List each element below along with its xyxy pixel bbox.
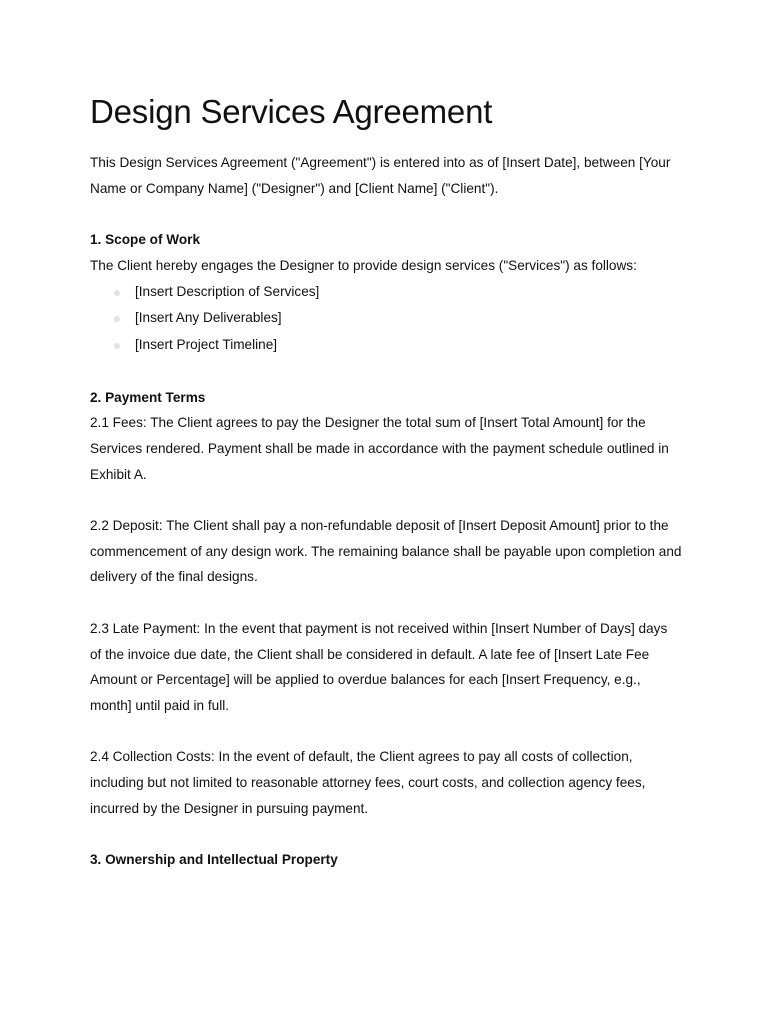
paragraph-gap (90, 359, 682, 385)
scope-lead-paragraph: The Client hereby engages the Designer to provide design services ("Services") as follows: (90, 257, 637, 273)
list-item (135, 279, 682, 306)
list-item (135, 332, 682, 359)
section-heading-scope: 1. Scope of Work (90, 232, 201, 248)
paragraph-gap (90, 487, 682, 513)
bullet-icon (114, 290, 120, 296)
scope-items-list (90, 279, 682, 359)
payment-collection-paragraph: 2.4 Collection Costs: In the event of default, the Client agrees to pay all costs of collection, including but not limited to reasonable attorney fees, court costs, and collection agency fees, incurred by the Designer in pursuing payment. (90, 749, 646, 816)
paragraph-gap (90, 201, 682, 227)
payment-late-paragraph: 2.3 Late Payment: In the event that payment is not received within [Insert Number of Days] days of the invoice due date, the Client shall be considered in default. A late fee of [Insert Late Fee Amount or Percentage] will be applied to overdue balances for each [Insert Frequency, e.g., month] until paid in full. (90, 620, 668, 713)
bullet-icon (114, 343, 120, 349)
paragraph-gap (90, 821, 682, 847)
list-item (135, 305, 682, 332)
payment-deposit-paragraph: 2.2 Deposit: The Client shall pay a non-refundable deposit of [Insert Deposit Amount] prior to the commencement of any design work. The remaining balance shall be payable upon completion and delivery of the final designs. (90, 518, 682, 585)
section-heading-ownership: 3. Ownership and Intellectual Property (90, 852, 338, 868)
document-title: Design Services Agreement (90, 93, 493, 130)
document-body (90, 150, 682, 873)
bullet-icon (114, 316, 120, 322)
list-item-text: [Insert Description of Services] (135, 283, 320, 299)
list-item-text: [Insert Project Timeline] (135, 337, 278, 353)
paragraph-gap (90, 590, 682, 616)
payment-fees-paragraph: 2.1 Fees: The Client agrees to pay the Designer the total sum of [Insert Total Amount] for the Services rendered. Payment shall be made in accordance with the payment schedule outlined in Exhibit A. (90, 415, 669, 482)
list-item-text: [Insert Any Deliverables] (135, 310, 282, 326)
paragraph-gap (90, 719, 682, 745)
intro-paragraph: This Design Services Agreement ("Agreement") is entered into as of [Insert Date], between [Your Name or Company Name] ("Designer") and [Client Name] ("Client"). (90, 155, 671, 196)
section-heading-payment: 2. Payment Terms (90, 389, 206, 405)
